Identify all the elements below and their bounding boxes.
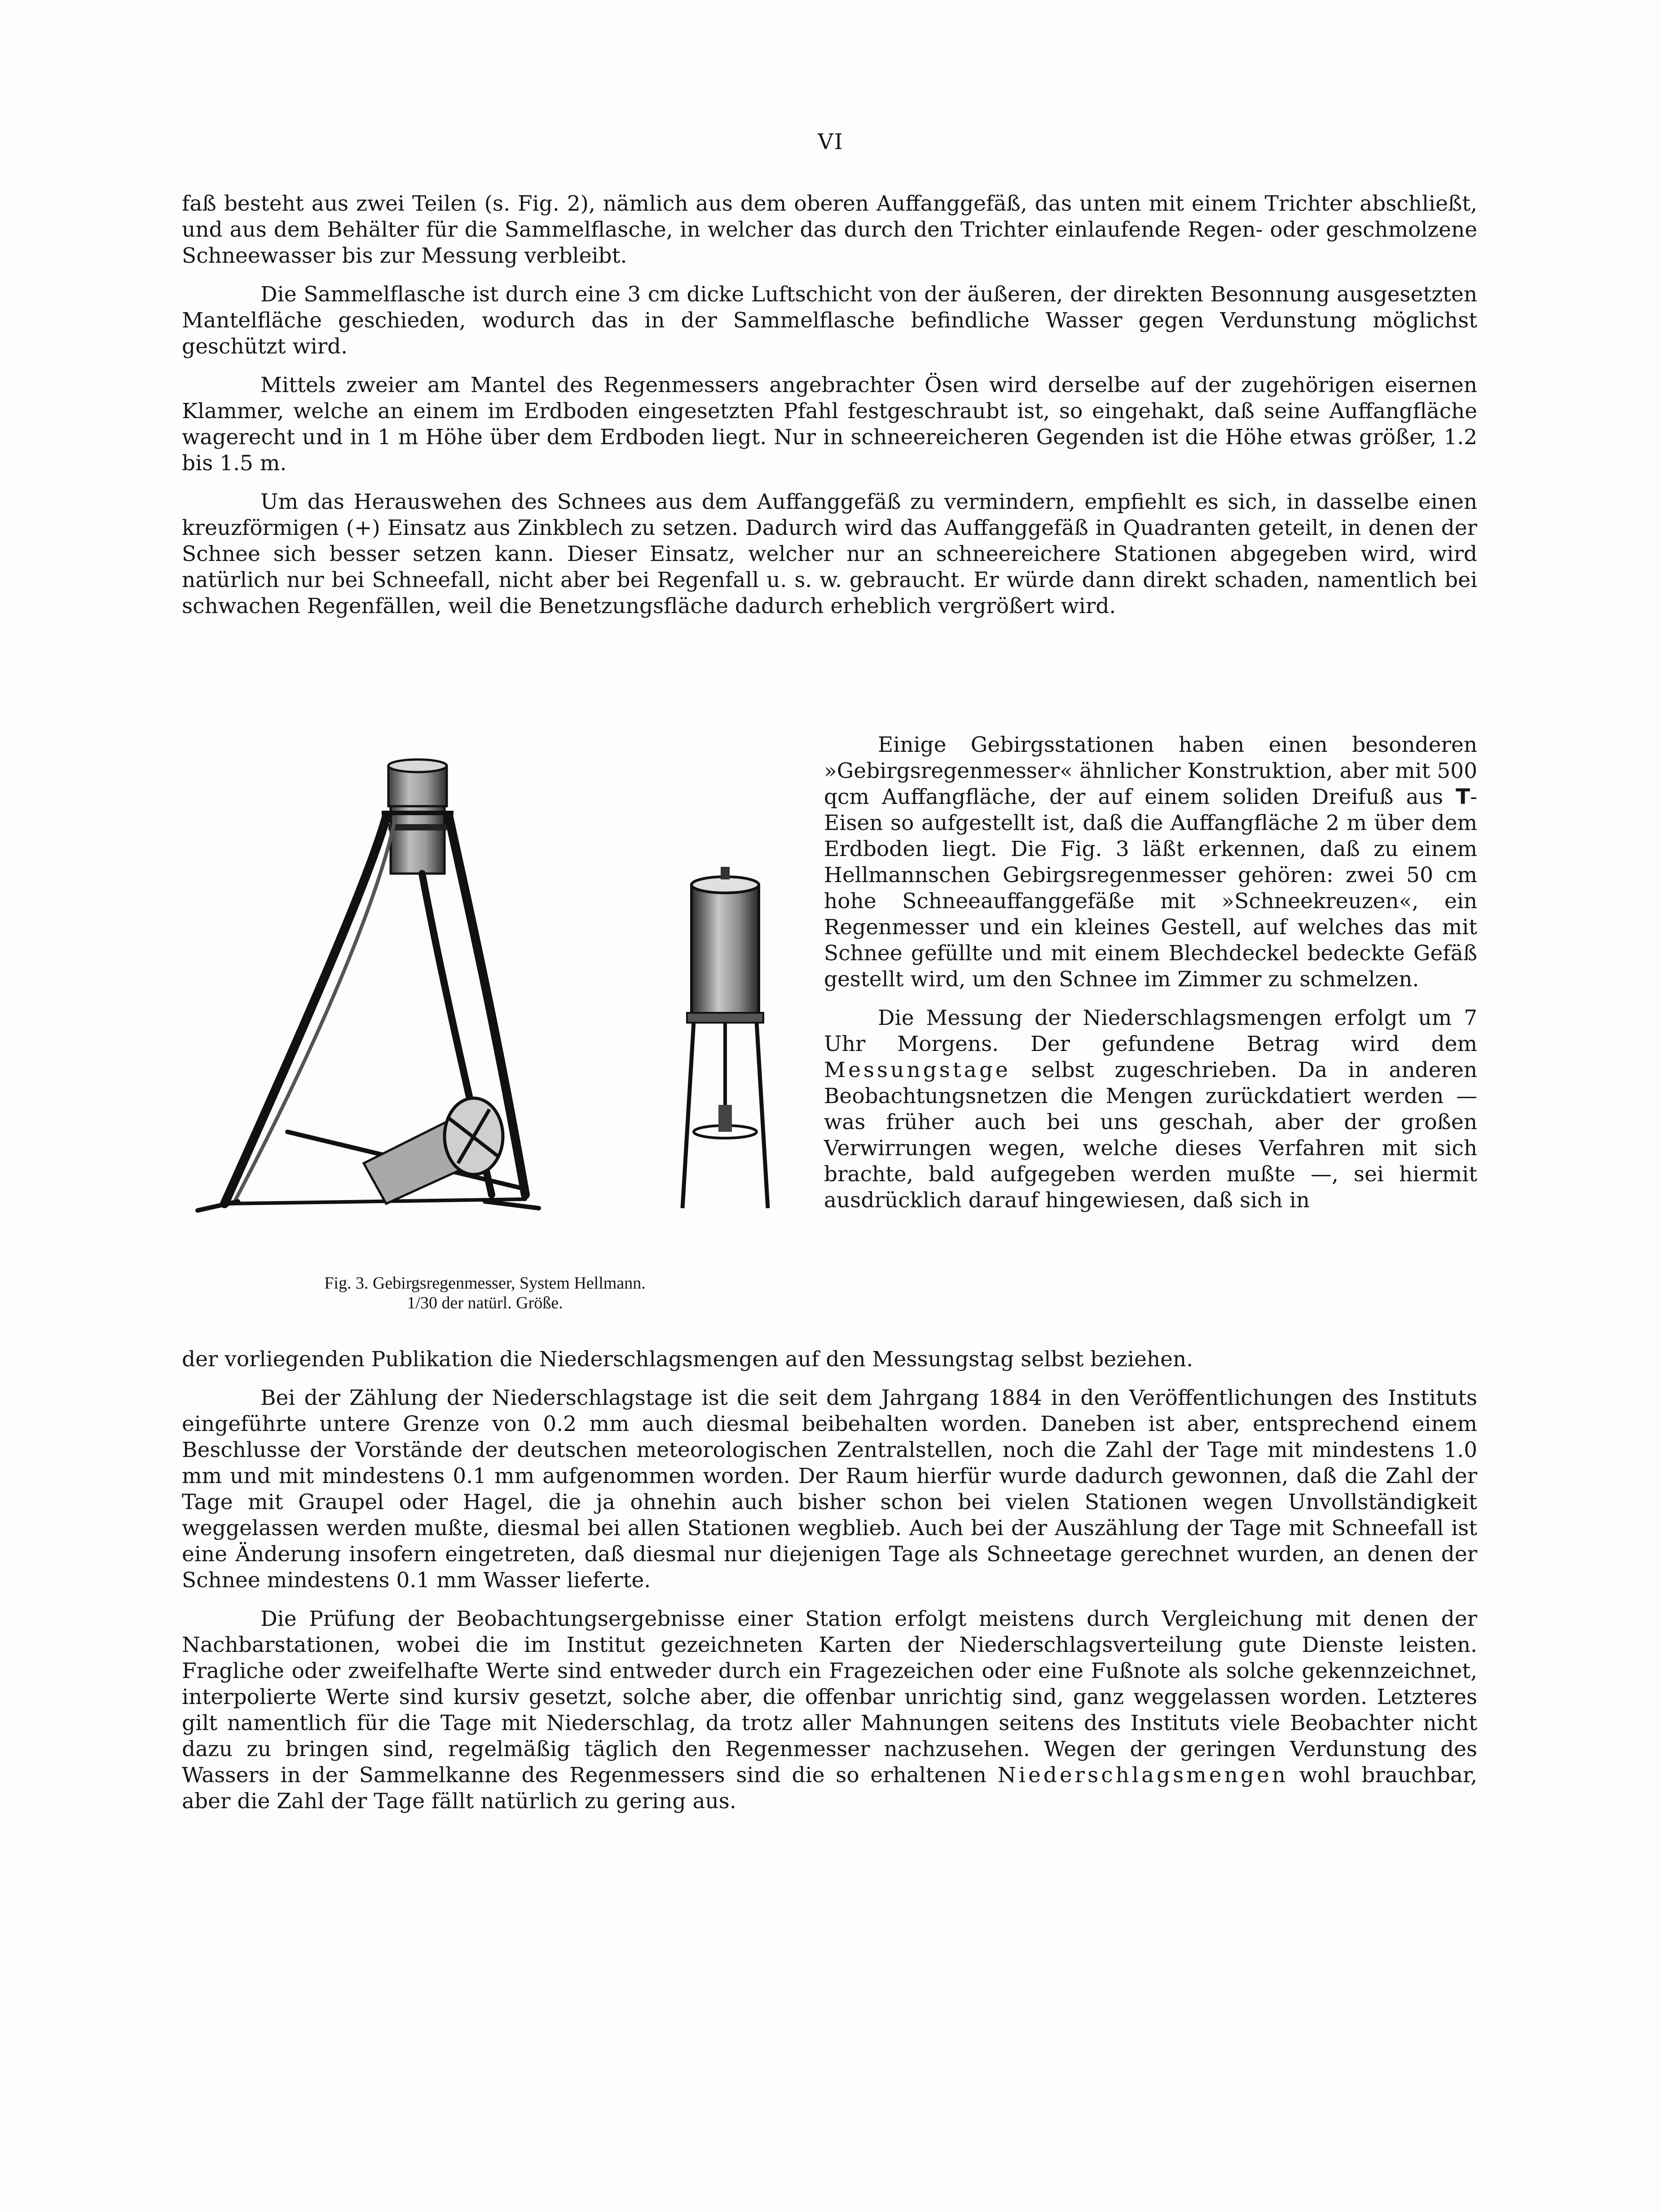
page-number: VI: [818, 129, 844, 155]
paragraph-messung: [824, 1005, 1477, 1214]
emphasis-messungstage: Messungstage: [824, 1058, 1011, 1082]
paragraph-oesen: Mittels zweier am Mantel des Regenmessers angebrachter Ösen wird derselbe auf der zugehörigen eisernen Klammer, welche an einem im Erdboden eingesetzten Pfahl festgeschraubt ist, so eingehakt, daß seine Auffangfläche wagerecht und in 1 m Höhe über dem Erdboden liegt. Nur in schneereicheren Gegenden ist die Höhe etwas größer, 1.2 bis 1.5 m.: [182, 373, 1477, 476]
paragraph-niederschlagstage: Bei der Zählung der Niederschlagstage ist die seit dem Jahrgang 1884 in den Veröffentlichungen des Instituts eingeführte untere Grenze von 0.2 mm auch diesmal beibehalten worden. Daneben ist aber, entsprechend einem Beschlusse der Vorstände der deutschen meteorologischen Zentralstellen, noch die Zahl der Tage mit mindestens 1.0 mm und mit mindestens 0.1 mm aufgenommen worden. Der Raum hierfür wurde dadurch gewonnen, daß die Zahl der Tage mit Graupel oder Hagel, die ja ohnehin auch bisher schon bei vielen Stationen wegen Unvollständigkeit weggelassen werden mußte, diesmal bei allen Stationen wegblieb. Auch bei der Auszählung der Tage mit Schneefall ist eine Änderung insofern eingetreten, daß diesmal nur diejenigen Tage als Schneetage gerechnet wurden, an denen der Schnee mindestens 0.1 mm Wasser lieferte.: [182, 1386, 1477, 1593]
gebirgsregenmesser-illustration: [171, 746, 799, 1258]
paragraph-pruefung: [182, 1606, 1477, 1815]
caption-line-1: Fig. 3. Gebirgsregenmesser, System Hellmann.: [324, 1274, 646, 1293]
text-block-bottom: [182, 1347, 1477, 1815]
text-segment: selbst zugeschrieben. Da in anderen Beobachtungsnetzen die Mengen zurückdatiert werden — was früher auch bei uns geschah, aber der großen Verwirrungen wegen, welche dieses Verfahren mit sich brachte, bald aufgegeben werden mußte —, sei hiermit ausdrücklich darauf hingewiesen, daß sich in: [824, 1058, 1477, 1213]
figure-caption: [171, 1273, 799, 1313]
text-segment: Die Messung der Niederschlagsmengen erfolgt um 7 Uhr Morgens. Der gefundene Betrag wird dem: [824, 1006, 1477, 1056]
text-block-top: [182, 191, 1477, 619]
melting-stand: [682, 867, 768, 1208]
paragraph-sammelflasche: Die Sammelflasche ist durch eine 3 cm dicke Luftschicht von der äußeren, der direkten Besonnung ausgesetzten Mantelfläche geschieden, wodurch das in der Sammelflasche befindliche Wasser gegen Verdunstung möglichst geschützt wird.: [182, 282, 1477, 359]
paragraph-continuation: faß besteht aus zwei Teilen (s. Fig. 2), nämlich aus dem oberen Auffanggefäß, das unten mit einem Trichter abschließt, und aus dem Behälter für die Sammelflasche, in welcher das durch den Trichter einlaufende Regen- oder geschmolzene Schneewasser bis zur Messung verbleibt.: [182, 191, 1477, 268]
paragraph-continuation-bottom: der vorliegenden Publikation die Niederschlagsmengen auf den Messungstag selbst beziehen.: [182, 1347, 1193, 1372]
figure-3: [171, 746, 799, 1338]
text-segment: wohl brauchbar, aber die Zahl der Tage fällt natürlich zu gering aus.: [182, 1763, 1477, 1814]
paragraph-gebirgsregenmesser: [824, 732, 1477, 993]
text-segment: -Eisen so aufgestellt ist, daß die Auffangfläche 2 m über dem Erdboden liegt. Die Fig. 3 läßt erkennen, daß zu einem Hellmannschen Gebirgsregenmesser gehören: zwei 50 cm hohe Schneeauffanggefäße mit »Schneekreuzen«, ein Regenmesser und ein kleines Gestell, auf welches das mit Schnee gefüllte und mit einem Blechdeckel bedeckte Gefäß gestellt wird, um den Schnee im Zimmer zu schmelzen.: [824, 785, 1477, 992]
text-segment: Die Prüfung der Beobachtungsergebnisse einer Station erfolgt meistens durch Vergleichung mit denen der Nachbarstationen, wobei die im Institut gezeichneten Karten der Niederschlagsverteilung gute Dienste leisten. Fragliche oder zweifelhafte Werte sind entweder durch ein Fragezeichen oder eine Fußnote als solche gekennzeichnet, interpolierte Werte sind kursiv gesetzt, solche aber, die offenbar unrichtig sind, ganz weggelassen worden. Letzteres gilt namentlich für die Tage mit Niederschlag, da trotz aller Mahnungen seitens des Instituts viele Beobachter nicht dazu zu bringen sind, regelmäßig täglich den Regenmesser nachzusehen. Wegen der geringen Verdunstung des Wassers in der Sammelkanne des Regenmessers sind die so erhaltenen: [182, 1607, 1477, 1788]
tripod-gauge: [382, 759, 454, 874]
text-block-right: [824, 732, 1477, 1214]
emphasis-niederschlagsmengen: Niederschlagsmengen: [997, 1763, 1288, 1788]
t-eisen-glyph: T: [1456, 785, 1471, 809]
text-segment: Einige Gebirgsstationen haben einen besonderen »Gebirgsregenmesser« ähnlicher Konstruktion, aber mit 500 qcm Auffangfläche, der auf einem soliden Dreifuß aus: [824, 733, 1477, 809]
paragraph-schneekreuz: Um das Herauswehen des Schnees aus dem Auffanggefäß zu vermindern, empfiehlt es sich, in dasselbe einen kreuzförmigen (+) Einsatz aus Zinkblech zu setzen. Dadurch wird das Auffanggefäß in Quadranten geteilt, in denen der Schnee sich besser setzen kann. Dieser Einsatz, welcher nur an schneereichere Stationen abgegeben wird, wird natürlich nur bei Schneefall, nicht aber bei Regenfall u. s. w. gebraucht. Er würde dann direkt schaden, namentlich bei schwachen Regenfällen, weil die Benetzungsfläche dadurch erheblich vergrößert wird.: [182, 490, 1477, 618]
caption-line-2: 1/30 der natürl. Größe.: [407, 1294, 563, 1312]
snow-vessel-lying: [364, 1098, 503, 1204]
